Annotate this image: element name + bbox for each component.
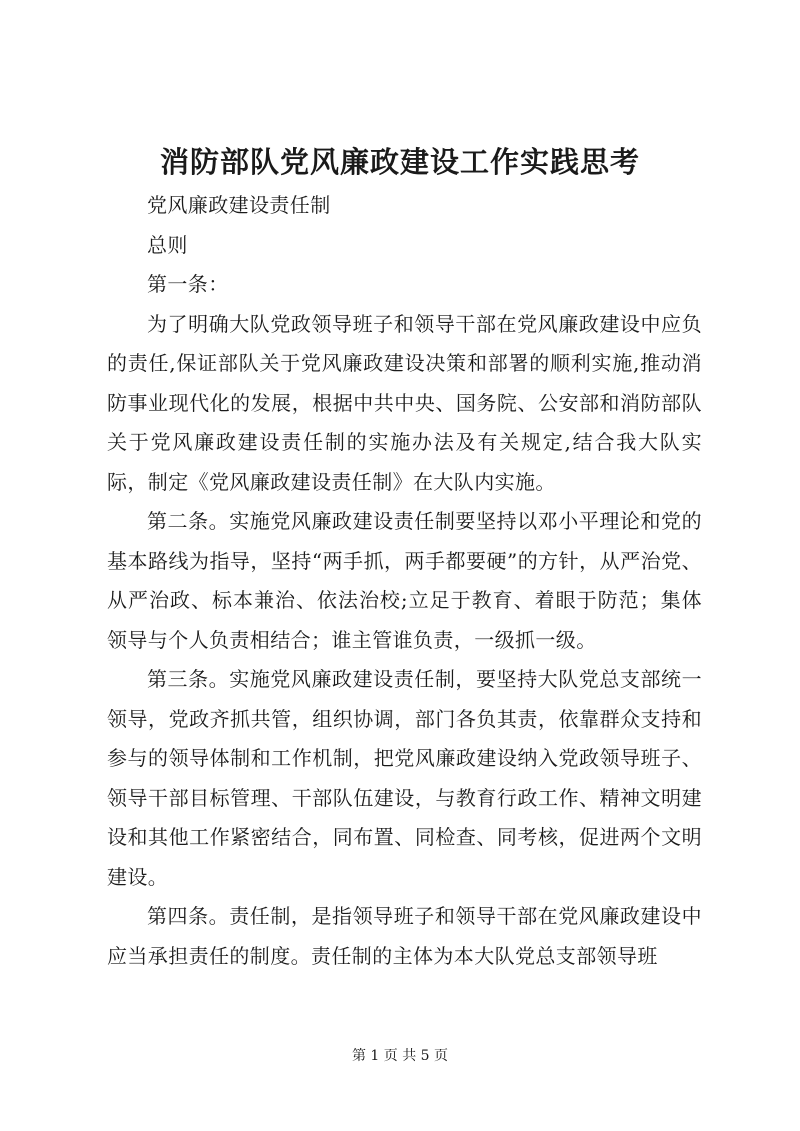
page-number: 第 1 页 共 5 页 [351,1048,449,1064]
paragraph-article-1: 为了明确大队党政领导班子和领导干部在党风廉政建设中应负的责任,保证部队关于党风廉政建设决策和部署的顺利实施,推动消防事业现代化的发展，根据中共中央、国务院、公安部和消防部队关于党风廉政建设责任制的实施办法及有关规定,结合我大队实际，制定《党风廉政建设责任制》在大队内实施。 [107,311,702,494]
paragraph-article-1-label: 第一条： [147,272,229,296]
document-title: 消防部队党风廉政建设工作实践思考 [159,145,640,179]
page-footer [0,1046,800,1066]
paragraph-article-4: 第四条。责任制，是指领导班子和领导干部在党风廉政建设中应当承担责任的制度。责任制的主体为本大队党总支部领导班 [107,904,702,968]
paragraph-general: 总则 [147,232,188,257]
paragraph-article-3: 第三条。实施党风廉政建设责任制，要坚持大队党总支部统一领导，党政齐抓共管，组织协调，部门各负其责，依靠群众支持和参与的领导体制和工作机制，把党风廉政建设纳入党政领导班子、领导干部目标管理、干部队伍建设，与教育行政工作、精神文明建设和其他工作紧密结合，同布置、同检查、同考核，促进两个文明建设。 [107,667,702,889]
paragraph-heading: 党风廉政建设责任制 [147,193,331,217]
document-body [107,186,702,976]
paragraph-article-2: 第二条。实施党风廉政建设责任制要坚持以邓小平理论和党的基本路线为指导，坚持“两手抓，两手都要硬”的方针，从严治党、从严治政、标本兼治、依法治校;立足于教育、着眼于防范；集体领导与个人负责相结合；谁主管谁负责，一级抓一级。 [107,509,702,652]
